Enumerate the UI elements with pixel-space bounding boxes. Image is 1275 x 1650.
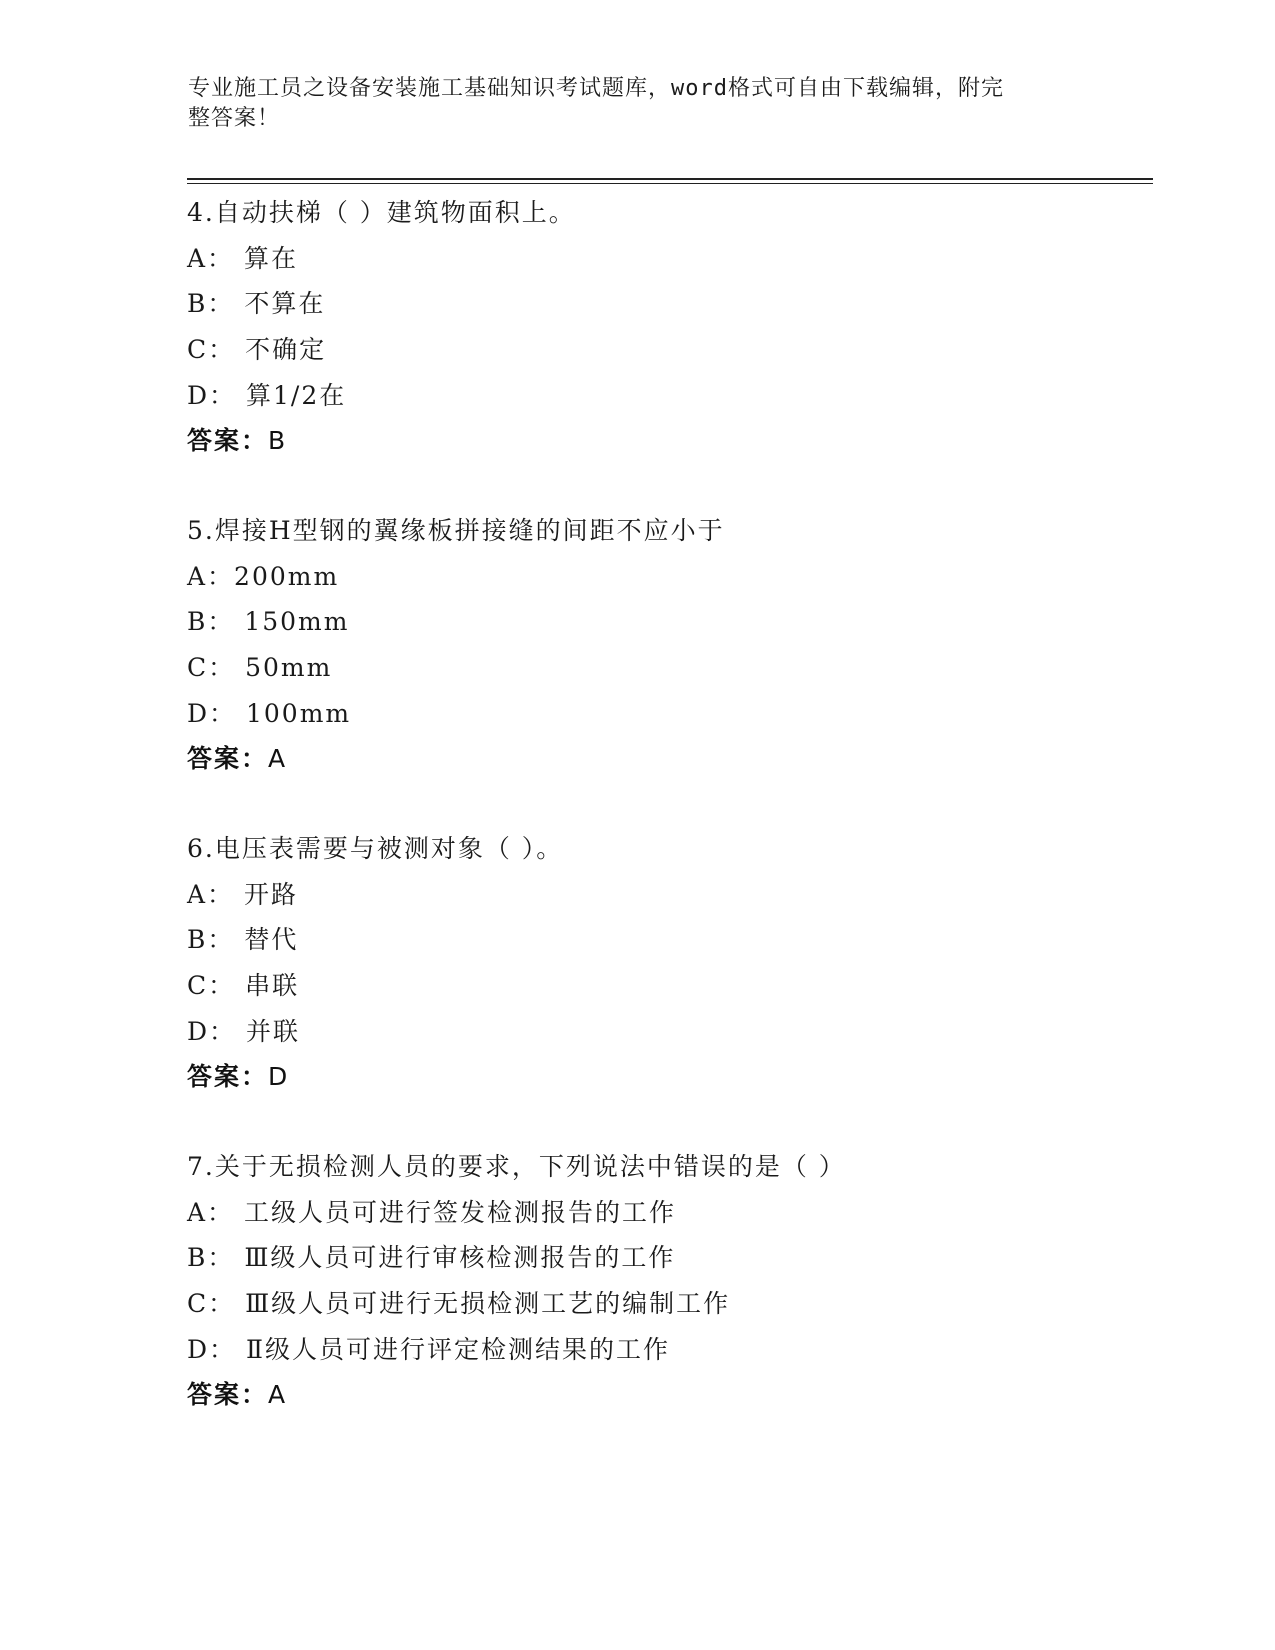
answer-line [187,736,1147,782]
question-list [187,190,1147,1462]
option-b: B： Ⅲ级人员可进行审核检测报告的工作 [187,1243,676,1273]
option-c: C： 串联 [187,971,300,1001]
question-7 [187,1144,1147,1462]
answer-label: 答案： [187,744,269,774]
header-line-1: 专业施工员之设备安装施工基础知识考试题库，word格式可自由下载编辑，附完 [188,76,1004,101]
answer-label: 答案： [187,1062,269,1092]
question-4 [187,190,1147,508]
option-a: A： 开路 [187,879,299,909]
question-text: 6.电压表需要与被测对象（ ）。 [187,834,564,863]
option-b: B： 不算在 [187,289,326,319]
option-a: A： 工级人员可进行签发检测报告的工作 [187,1197,677,1227]
option-b: B： 150mm [187,607,350,637]
option-b: B： 替代 [187,925,299,955]
header-divider-thin [187,183,1153,184]
question-text: 5.焊接H型钢的翼缘板拼接缝的间距不应小于 [187,516,725,545]
answer-value: D [268,1062,290,1092]
question-5 [187,508,1147,826]
option-a: A：200mm [187,561,340,591]
option-d: D： 算1/2在 [187,380,347,410]
answer-line [187,1054,1147,1100]
question-6 [187,826,1147,1144]
answer-value: A [268,1380,288,1410]
answer-line [187,418,1147,464]
question-text: 4.自动扶梯（ ）建筑物面积上。 [187,198,576,227]
document-header [188,74,1068,134]
option-c: C： Ⅲ级人员可进行无损检测工艺的编制工作 [187,1289,731,1319]
answer-label: 答案： [187,426,269,456]
option-d: D： Ⅱ级人员可进行评定检测结果的工作 [187,1334,670,1364]
answer-line [187,1372,1147,1418]
header-divider-thick [187,178,1153,180]
header-line-2: 整答案！ [188,106,281,131]
question-text: 7.关于无损检测人员的要求，下列说法中错误的是（ ） [187,1152,846,1181]
answer-value: A [268,744,288,774]
option-c: C： 50mm [187,653,333,683]
answer-value: B [268,426,288,456]
option-c: C： 不确定 [187,335,327,365]
option-a: A： 算在 [187,243,299,273]
option-d: D： 并联 [187,1016,300,1046]
option-d: D： 100mm [187,698,352,728]
answer-label: 答案： [187,1380,269,1410]
